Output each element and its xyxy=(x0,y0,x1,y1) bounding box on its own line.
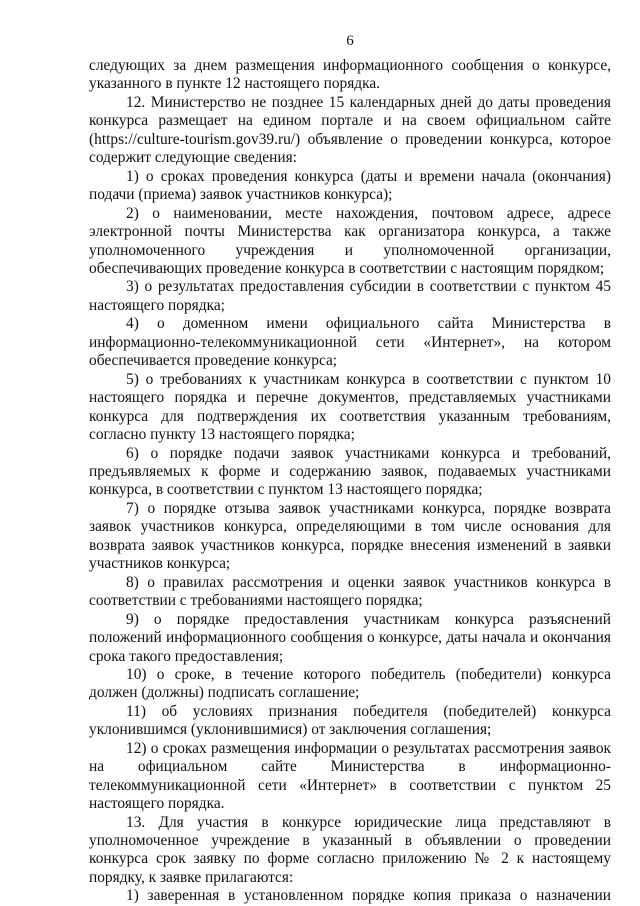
list-item: 6) о порядке подачи заявок участниками конкурса и требований, предъявляемых к форме и содержанию заявок, подаваемых участниками конкурса, в соответствии с пунктом 13 настоящего порядка; xyxy=(89,444,611,499)
list-item: 1) о сроках проведения конкурса (даты и времени начала (окончания) подачи (приема) заявок участников конкурса); xyxy=(89,167,611,204)
list-item: 11) об условиях признания победителя (победителей) конкурса уклонившимся (уклонившимися) от заключения соглашения; xyxy=(89,702,611,739)
list-item: 10) о сроке, в течение которого победитель (победители) конкурса должен (должны) подписать соглашение; xyxy=(89,665,611,702)
list-item: 9) о порядке предоставления участникам конкурса разъяснений положений информационного сообщения о конкурсе, даты начала и окончания срока такого предоставления; xyxy=(89,610,611,665)
list-item: 5) о требованиях к участникам конкурса в соответствии с пунктом 10 настоящего порядка и перечне документов, представляемых участниками конкурса для подтверждения их соответствия указанным требованиям, согласно пункту 13 настоящего порядка; xyxy=(89,370,611,444)
paragraph: следующих за днем размещения информационного сообщения о конкурсе, указанного в пункте 12 настоящего порядка. xyxy=(89,57,611,93)
list-item: 2) о наименовании, месте нахождения, почтовом адресе, адресе электронной почты Министерства как организатора конкурса, а также уполномоченного учреждения и уполномоченной организации, обеспечивающих проведение конкурса в соответствии с настоящим порядком; xyxy=(89,204,611,277)
paragraph: 13. Для участия в конкурсе юридические лица представляют в уполномоченное учреждение в указанный в объявлении о проведении конкурса срок заявку по форме согласно приложению № 2 к настоящему порядку, к заявке прилагаются: xyxy=(89,813,611,886)
paragraph: 12. Министерство не позднее 15 календарных дней до даты проведения конкурса размещает на едином портале и на своем официальном сайте (https://culture-tourism.gov39.ru/) объявление о проведении конкурса, которое содержит следующие сведения: xyxy=(89,93,611,167)
list-item: 12) о сроках размещения информации о результатах рассмотрения заявок на официальном сайте Министерства в информационно-телекоммуникационной сети «Интернет» в соответствии с пунктом 25 настоящего порядка. xyxy=(89,739,611,813)
list-item: 8) о правилах рассмотрения и оценки заявок участников конкурса в соответствии с требованиями настоящего порядка; xyxy=(89,573,611,610)
list-item: 1) заверенная в установленном порядке копия приказа о назначении xyxy=(126,887,611,905)
document-body xyxy=(89,57,611,906)
list-item: 7) о порядке отзыва заявок участниками конкурса, порядке возврата заявок участников конкурса, определяющими в том числе основания для возврата заявок участников конкурса, порядке внесения изменений в заявки участников конкурса; xyxy=(89,499,611,573)
list-item: 4) о доменном имени официального сайта Министерства в информационно-телекоммуникационной сети «Интернет», на котором обеспечивается проведение конкурса; xyxy=(89,315,611,370)
page-number: 6 xyxy=(346,33,354,49)
list-item: 3) о результатах предоставления субсидии в соответствии с пунктом 45 настоящего порядка; xyxy=(89,278,611,314)
